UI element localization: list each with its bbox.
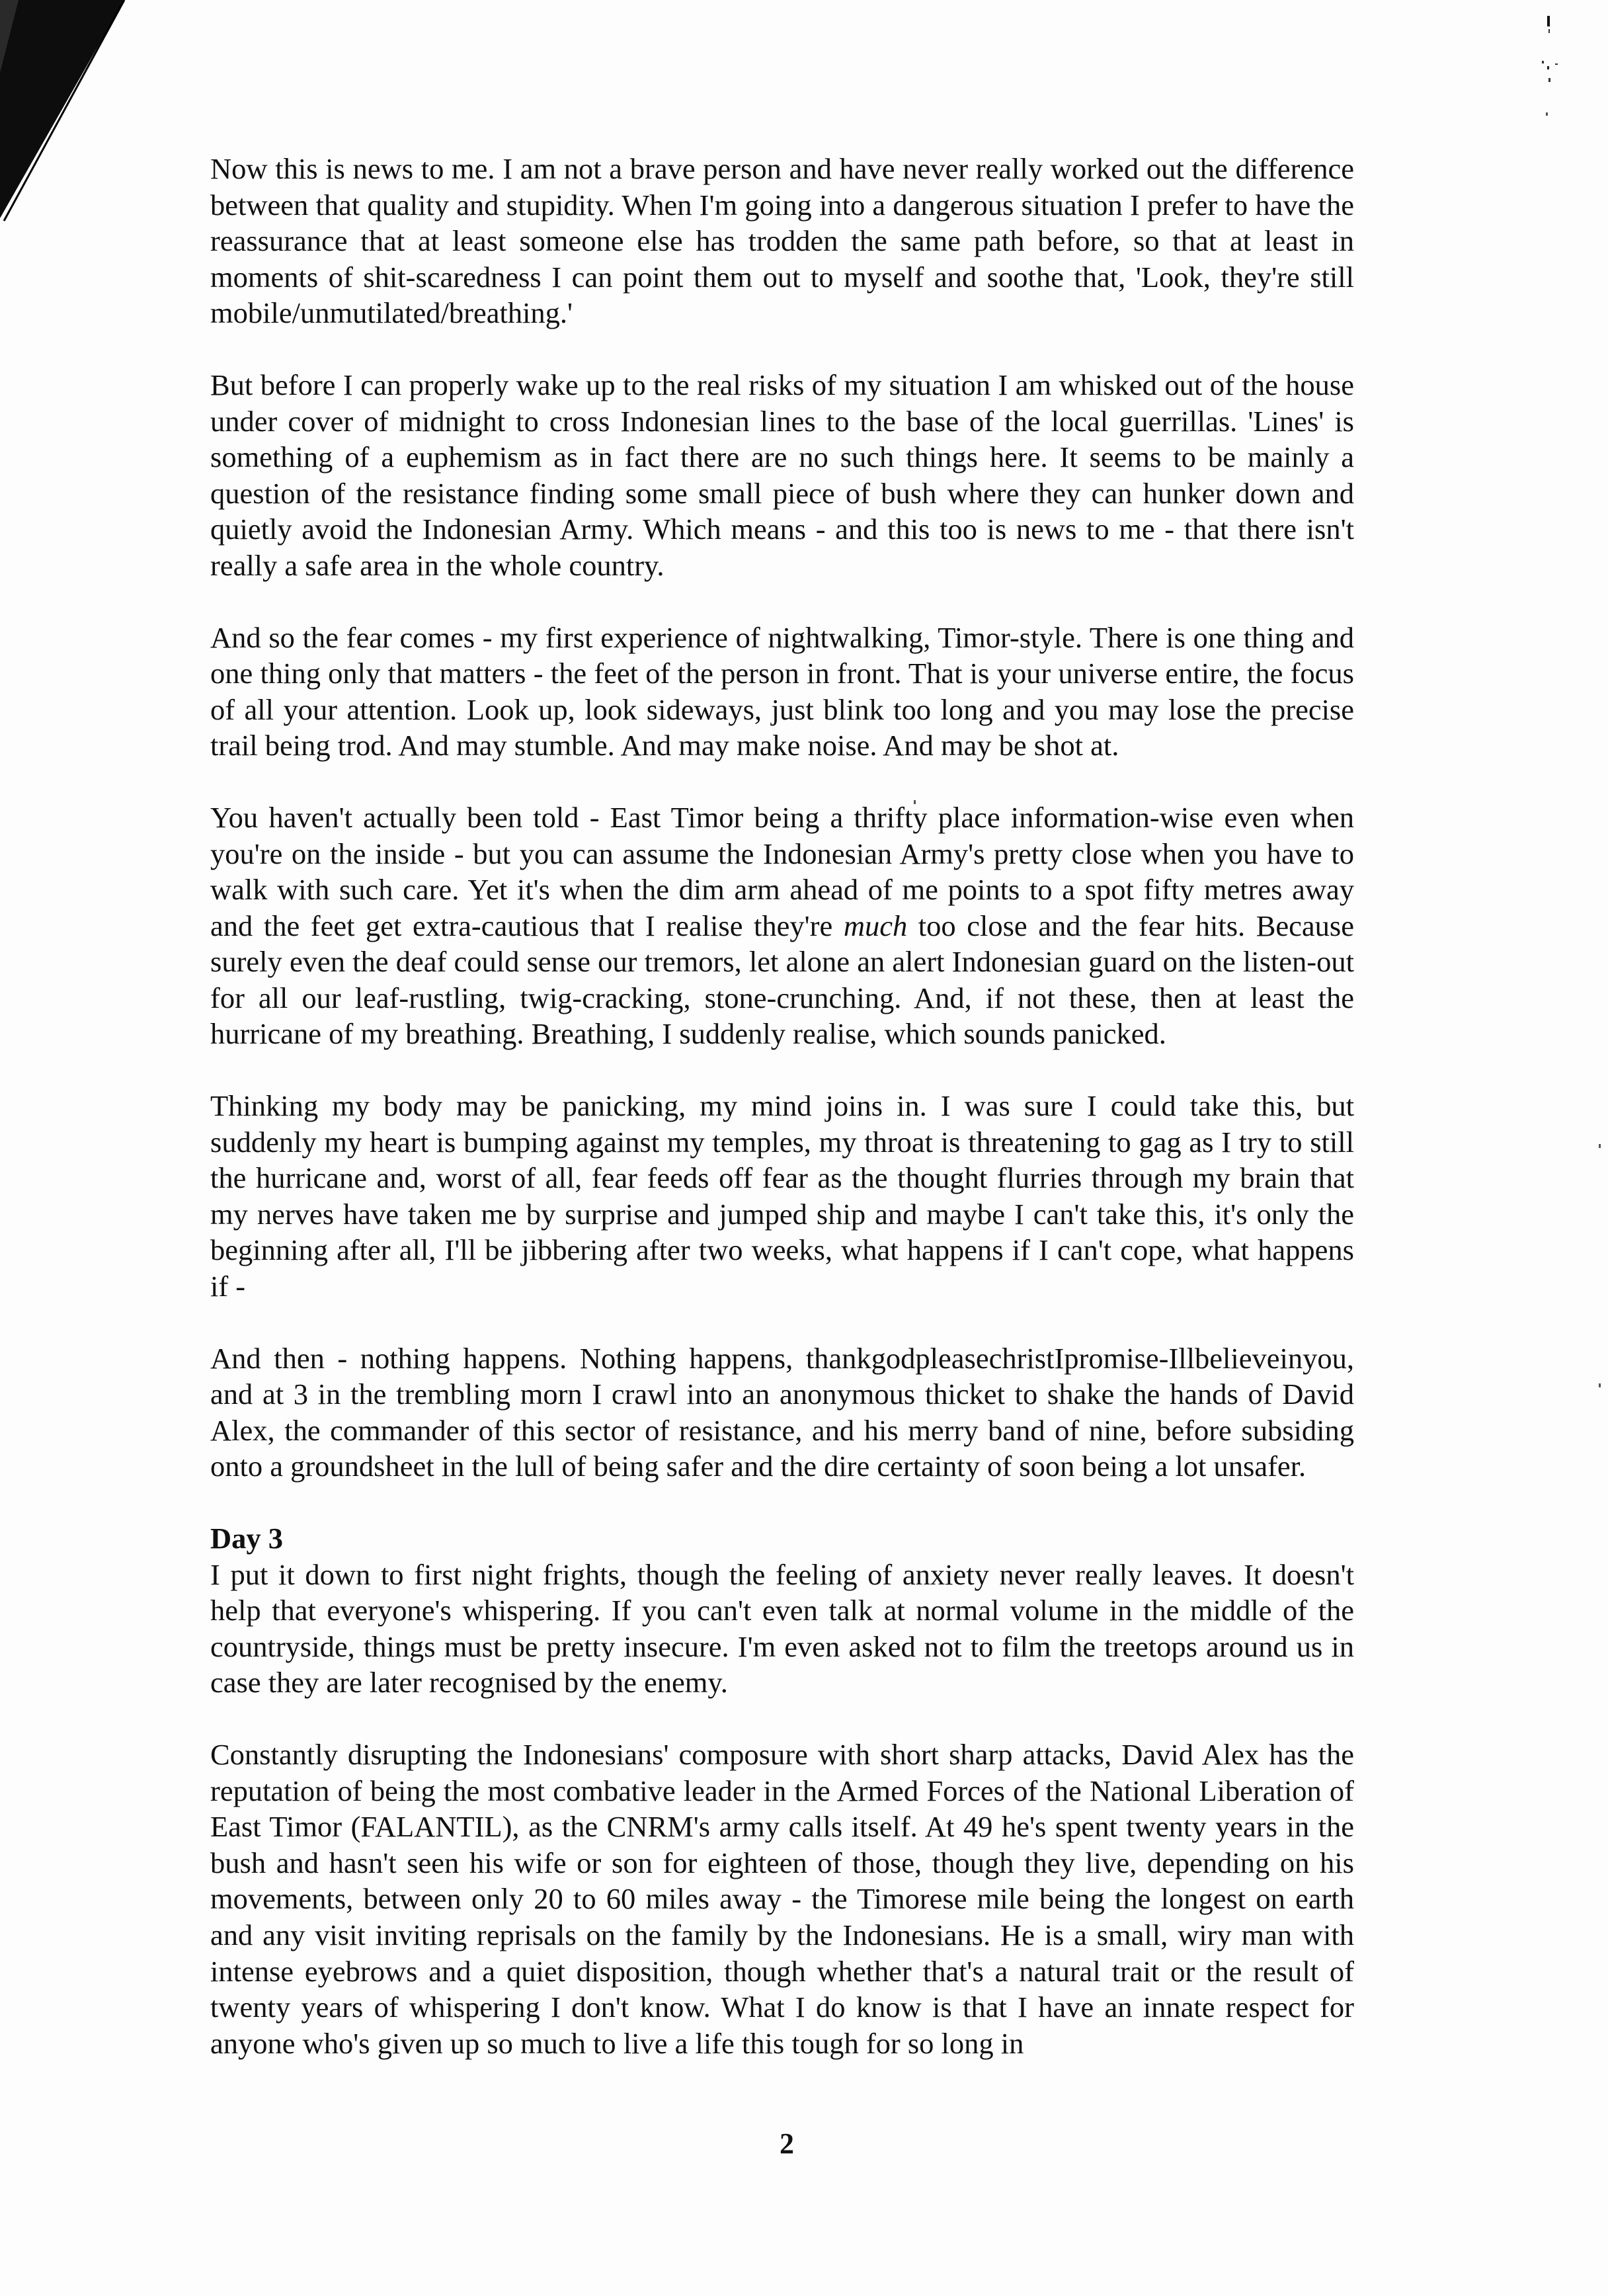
scan-margin-speck xyxy=(1599,1383,1601,1387)
scan-corner-mark xyxy=(0,0,132,225)
paragraph: But before I can properly wake up to the real risks of my situation I am whisked out of the house under cover of midnight to cross Indonesian lines to the base of the local guerrillas. 'Lines' is something of a euphemism as in fact there are no such things here. It seems to be mainly a question of the resistance finding some small piece of bush where they can hunker down and quietly avoid the Indonesian Army. Which means - and this too is news to me - that there isn't really a safe area in the whole country. xyxy=(210,368,1354,582)
page-number: 2 xyxy=(780,2127,794,2160)
emphasis-text: much xyxy=(843,909,908,942)
paragraph: And then - nothing happens. Nothing happens, thankgodpleasechristIpromise-Illbelieveinyou, and at 3 in the trembling morn I crawl into an anonymous thicket to shake the hands of David Alex, the commander of this sector of resistance, and his merry band of nine, before subsiding onto a groundsheet in the lull of being safer and the dire certainty of soon being a lot unsafer. xyxy=(210,1341,1354,1483)
paragraph: I put it down to first night frights, though the feeling of anxiety never really leaves. It doesn't help that everyone's whispering. If you can't even talk at normal volume in the middle of the countryside, things must be pretty insecure. I'm even asked not to film the treetops around us in case they are later recognised by the enemy. xyxy=(210,1557,1354,1700)
scan-specks xyxy=(1522,0,1575,132)
paragraph: And so the fear comes - my first experience of nightwalking, Timor-style. There is one thing and one thing only that matters - the feet of the person in front. That is your universe entire, the focus of all your attention. Look up, look sideways, just blink too long and you may lose the precise trail being trod. And may stumble. And may make noise. And may be shot at. xyxy=(210,620,1354,762)
paragraph-text: You haven't actually been told - East Timor being a thrifty place information-wise even when you're on the inside - but you can assume the Indonesian Army's pretty close when you have to walk with such care. Yet it's when the dim arm ahead of me points to a spot fifty metres away and the feet get extra-cautious that I realise they're xyxy=(210,800,1354,942)
paragraph-text: too close and the fear hits. Because surely even the deaf could sense our tremors, let alone an alert Indonesian guard on the listen-out for all our leaf-rustling, twig-cracking, stone-crunching. And, if not these, then at least the hurricane of my breathing. Breathing, I suddenly realise, which sounds panicked. xyxy=(210,909,1354,1051)
body-text xyxy=(210,151,1354,2061)
paragraph: Now this is news to me. I am not a brave person and have never really worked out the difference between that quality and stupidity. When I'm going into a dangerous situation I prefer to have the reassurance that at least someone else has trodden the same path before, so that at least in moments of shit-scaredness I can point them out to myself and soothe that, 'Look, they're still mobile/unmutilated/breathing.' xyxy=(210,152,1354,330)
paragraph: Constantly disrupting the Indonesians' composure with short sharp attacks, David Alex has the reputation of being the most combative leader in the Armed Forces of the National Liberation of East Timor (FALANTIL), as the CNRM's army calls itself. At 49 he's spent twenty years in the bush and hasn't seen his wife or son for eighteen of those, though they live, depending on his movements, between only 20 to 60 miles away - the Timorese mile being the longest on earth and any visit inviting reprisals on the family by the Indonesians. He is a small, wiry man with intense eyebrows and a quiet disposition, though whether that's a natural trait or the result of twenty years of whispering I don't know. What I do know is that I have an innate respect for anyone who's given up so much to live a life this tough for so long in xyxy=(210,1737,1354,2060)
section-heading: Day 3 xyxy=(210,1522,284,1555)
scan-margin-speck xyxy=(1599,1144,1601,1148)
paragraph: Thinking my body may be panicking, my mind joins in. I was sure I could take this, but suddenly my heart is bumping against my temples, my throat is threatening to gag as I try to still the hurricane and, worst of all, fear feeds off fear as the thought flurries through my brain that my nerves have taken me by surprise and jumped ship and maybe I can't take this, it's only the beginning after all, I'll be jibbering after two weeks, what happens if I can't cope, what happens if - xyxy=(210,1089,1354,1303)
paragraph xyxy=(210,800,1354,1052)
